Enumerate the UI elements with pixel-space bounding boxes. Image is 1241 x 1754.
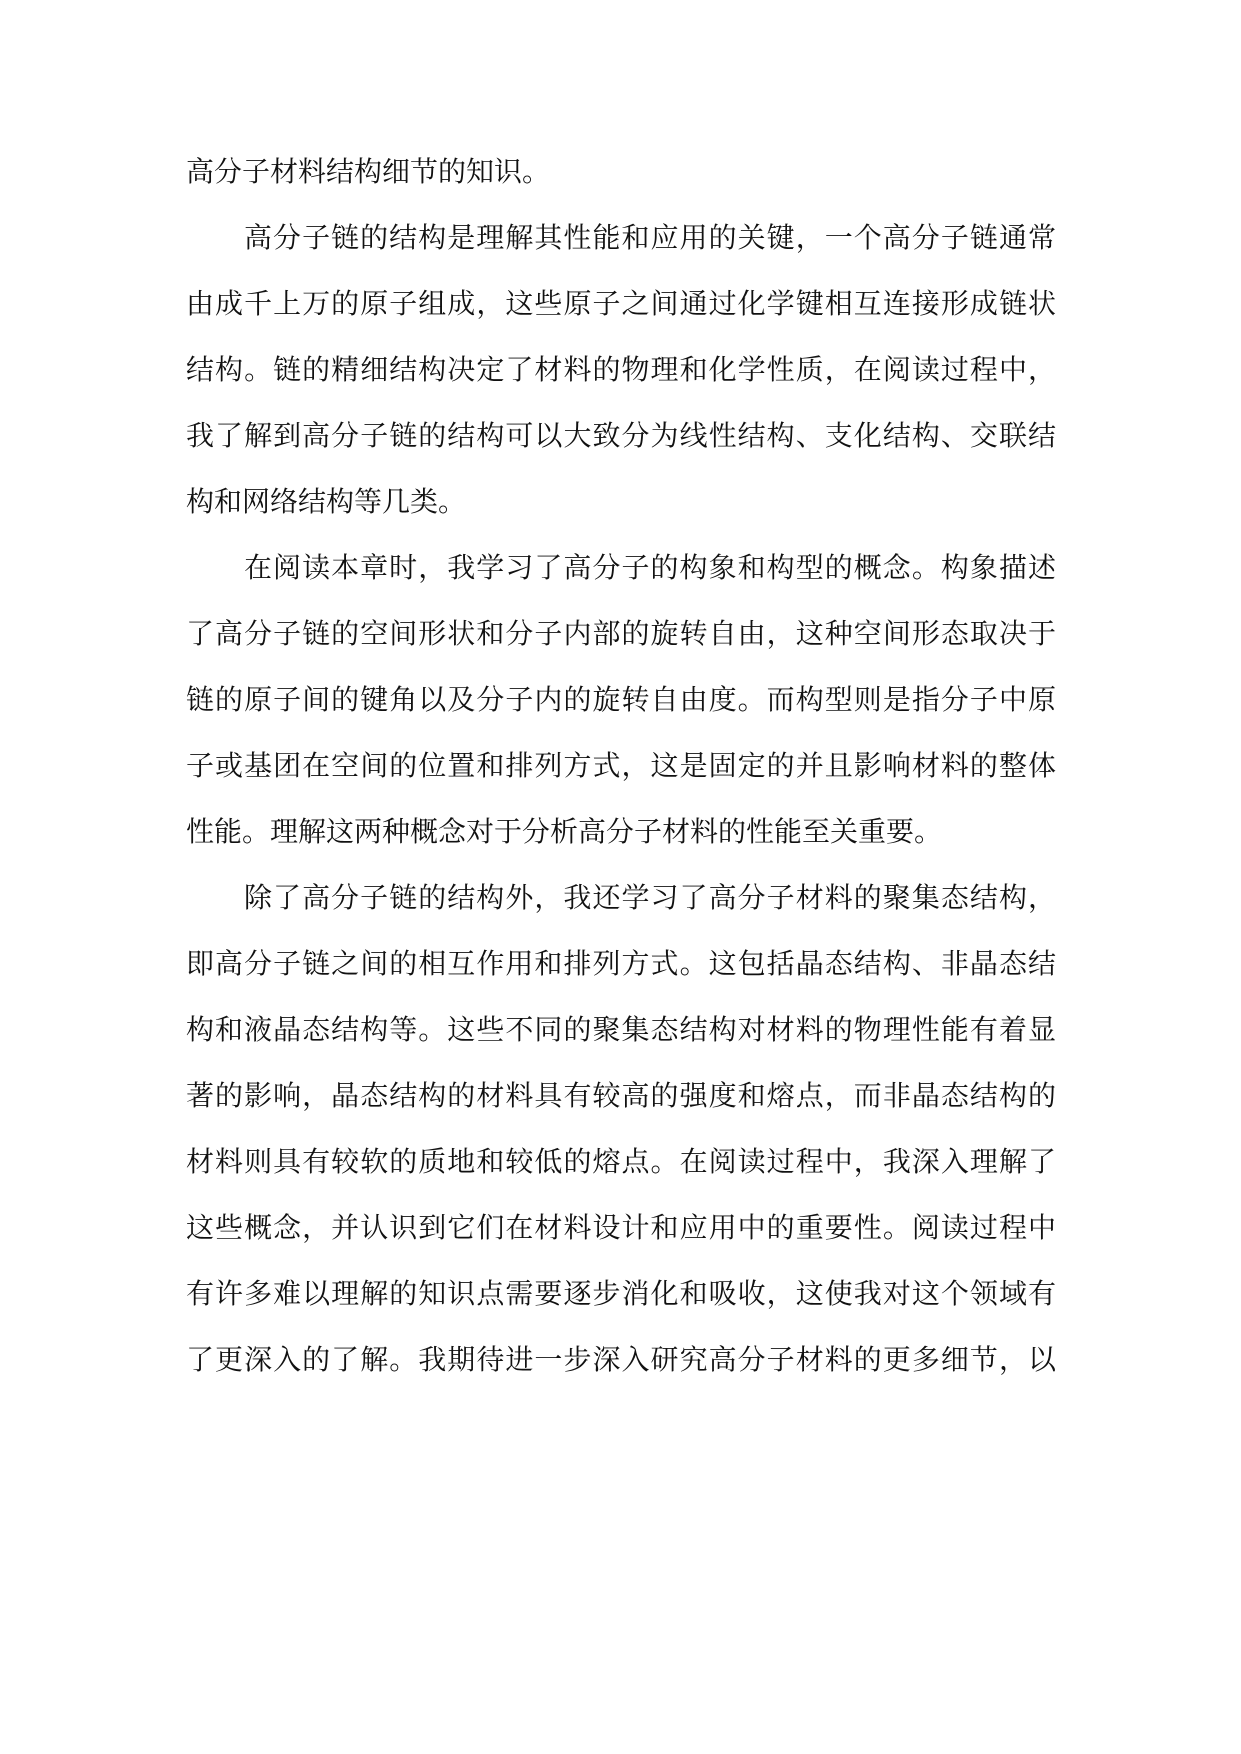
- text-line: 链的原子间的键角以及分子内的旋转自由度。而构型则是指分子中原: [186, 683, 1056, 716]
- text-line: 著的影响，晶态结构的材料具有较高的强度和熔点，而非晶态结构的: [186, 1079, 1056, 1112]
- text-line: 在阅读本章时，我学习了高分子的构象和构型的概念。构象描述: [244, 551, 1056, 584]
- text-line: 我了解到高分子链的结构可以大致分为线性结构、支化结构、交联结: [186, 419, 1056, 452]
- text-line: 性能。理解这两种概念对于分析高分子材料的性能至关重要。: [186, 815, 943, 848]
- text-line: 结构。链的精细结构决定了材料的物理和化学性质，在阅读过程中，: [186, 353, 1056, 386]
- text-line: 构和液晶态结构等。这些不同的聚集态结构对材料的物理性能有着显: [186, 1013, 1056, 1046]
- text-line: 除了高分子链的结构外，我还学习了高分子材料的聚集态结构，: [244, 881, 1056, 914]
- text-line: 了高分子链的空间形状和分子内部的旋转自由，这种空间形态取决于: [186, 617, 1056, 650]
- text-line: 子或基团在空间的位置和排列方式，这是固定的并且影响材料的整体: [186, 749, 1056, 782]
- paragraph: [186, 139, 1056, 205]
- paragraph: [186, 205, 1056, 535]
- text-line: 高分子链的结构是理解其性能和应用的关键，一个高分子链通常: [244, 221, 1056, 254]
- text-line: 材料则具有较软的质地和较低的熔点。在阅读过程中，我深入理解了: [186, 1145, 1056, 1178]
- text-line: 构和网络结构等几类。: [186, 485, 467, 518]
- text-line: 由成千上万的原子组成，这些原子之间通过化学键相互连接形成链状: [186, 287, 1056, 320]
- text-line: 了更深入的了解。我期待进一步深入研究高分子材料的更多细节，以: [186, 1343, 1056, 1376]
- text-line: 这些概念，并认识到它们在材料设计和应用中的重要性。阅读过程中: [186, 1211, 1056, 1244]
- document-body: [186, 139, 1056, 1393]
- paragraph: [186, 535, 1056, 865]
- text-line: 高分子材料结构细节的知识。: [186, 155, 551, 188]
- text-line: 即高分子链之间的相互作用和排列方式。这包括晶态结构、非晶态结: [186, 947, 1056, 980]
- paragraph: [186, 865, 1056, 1393]
- text-line: 有许多难以理解的知识点需要逐步消化和吸收，这使我对这个领域有: [186, 1277, 1056, 1310]
